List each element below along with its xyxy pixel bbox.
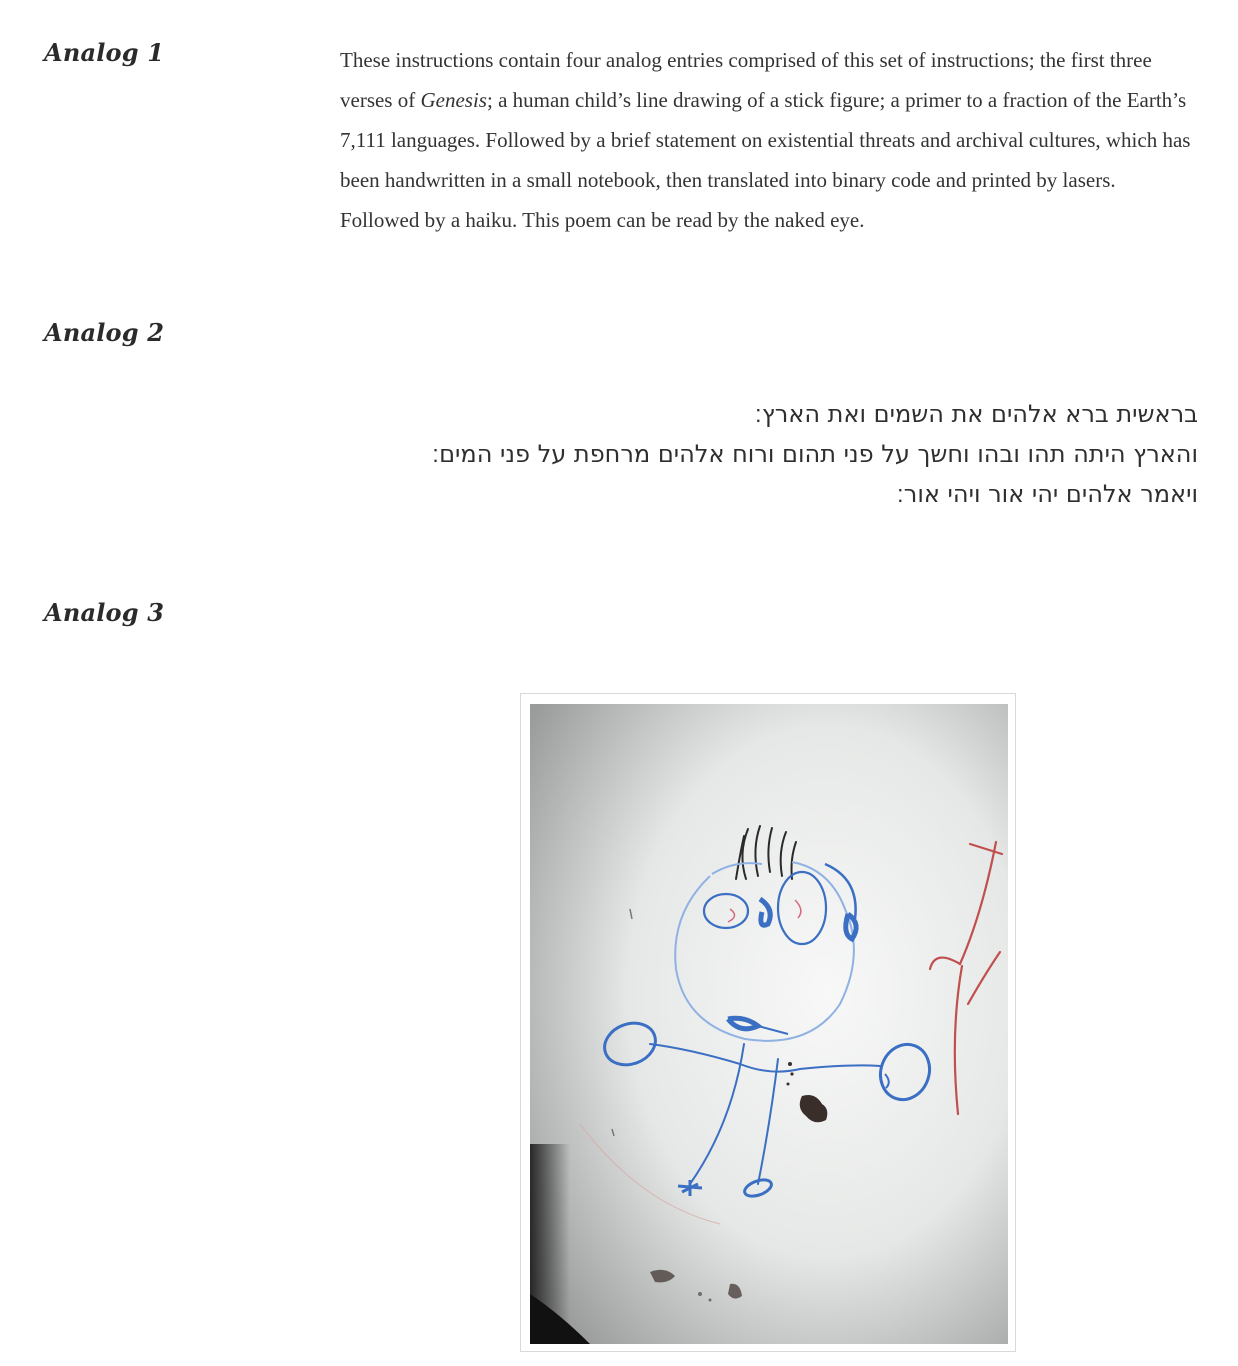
section-heading-analog-1: Analog 1 (44, 38, 165, 67)
analog-1-paragraph (340, 40, 1198, 240)
analog-1-text-before: These instructions contain four analog entries comprised of this set of instructions; the first three verses of (340, 48, 1152, 112)
child-stick-figure-drawing (530, 704, 1008, 1344)
hebrew-verse-2: והארץ היתה תהו ובהו וחשך על פני תהום ורוח אלהים מרחפת על פני המים׃ (432, 440, 1198, 468)
stick-figure-photo-frame (520, 693, 1016, 1352)
genesis-emphasis: Genesis (420, 88, 487, 112)
section-heading-analog-3: Analog 3 (44, 598, 165, 627)
section-heading-analog-2: Analog 2 (44, 318, 165, 347)
hebrew-verse-1: בראשית ברא אלהים את השמים ואת הארץ׃ (754, 400, 1198, 428)
wall-background (530, 704, 1008, 1344)
genesis-hebrew-verses (340, 394, 1198, 514)
hebrew-verse-3: ויאמר אלהים יהי אור ויהי אור׃ (896, 480, 1198, 508)
analog-1-text-after: ; a human child’s line drawing of a stick figure; a primer to a fraction of the Earth’s 7,111 languages. Followed by a brief statement on existential threats and archival cultures, which has been handwritten in a small notebook, then translated into binary code and printed by lasers. Followed by a haiku. This poem can be read by the naked eye. (340, 88, 1191, 232)
